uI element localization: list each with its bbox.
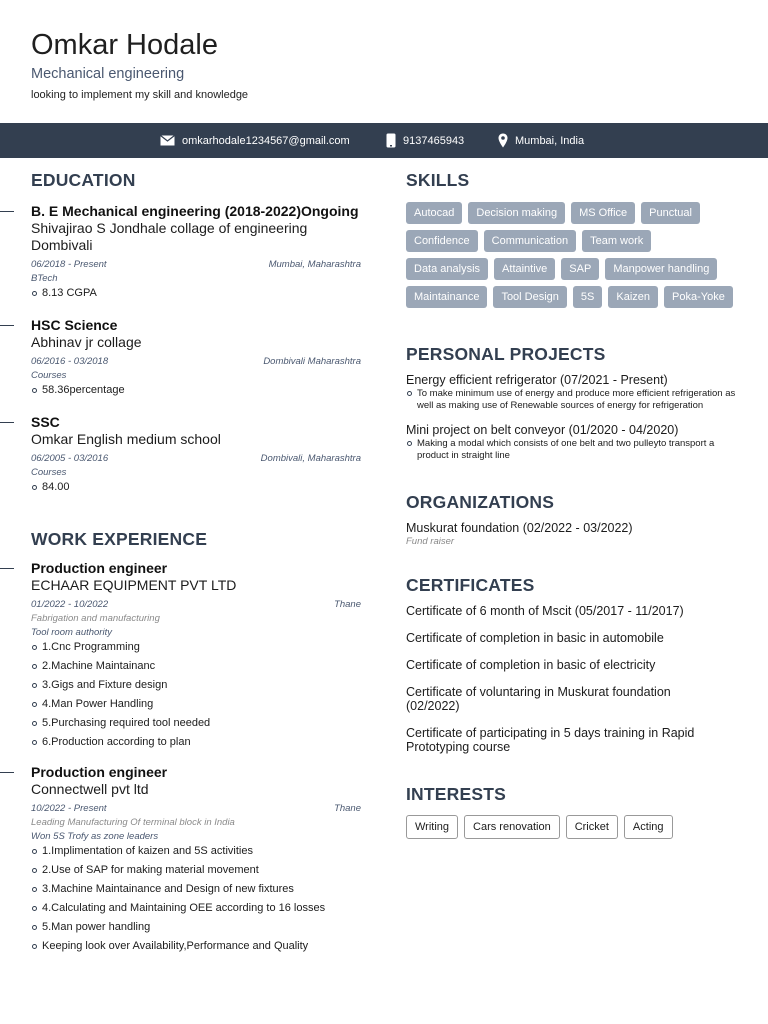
work-place: Thane	[334, 803, 361, 814]
work-duties	[31, 842, 361, 956]
education-entry	[31, 203, 361, 303]
certificates-heading: CERTIFICATES	[406, 575, 535, 595]
skill-tag: 5S	[573, 286, 602, 308]
list-item: 84.00	[31, 478, 361, 497]
list-item: 1.Implimentation of kaizen and 5S activities	[31, 842, 361, 861]
certificate-item: Certificate of completion in basic of electricity	[406, 658, 656, 672]
project-name: Mini project on belt conveyor (01/2020 - 04/2020)	[406, 423, 679, 437]
education-dates: 06/2005 - 03/2016	[31, 453, 109, 464]
education-details	[31, 284, 361, 303]
education-place: Mumbai, Maharashtra	[268, 259, 361, 270]
education-entry	[31, 317, 361, 400]
education-degree: B. E Mechanical engineering (2018-2022)Ongoing	[31, 203, 359, 219]
left-column	[31, 170, 361, 956]
candidate-title: Mechanical engineering	[31, 66, 185, 82]
work-label: Tool room authority	[31, 627, 112, 638]
skill-tag: Maintainance	[406, 286, 487, 308]
right-column	[406, 170, 746, 839]
interest-tag: Cars renovation	[464, 815, 560, 839]
candidate-summary: looking to implement my skill and knowledge	[31, 89, 249, 101]
certificate-item: Certificate of voluntaring in Muskurat foundation (02/2022)	[406, 685, 671, 713]
education-type: BTech	[31, 273, 58, 284]
contact-location	[498, 123, 584, 158]
projects-heading: PERSONAL PROJECTS	[406, 344, 606, 364]
education-dates: 06/2018 - Present	[31, 259, 107, 270]
project-entry	[406, 373, 746, 412]
education-type: Courses	[31, 467, 67, 478]
work-company: ECHAAR EQUIPMENT PVT LTD	[31, 577, 237, 593]
project-name: Energy efficient refrigerator (07/2021 - Present)	[406, 373, 668, 387]
skill-tag: Team work	[582, 230, 651, 252]
work-company: Connectwell pvt ltd	[31, 781, 149, 797]
interests-list	[406, 815, 736, 839]
education-dates: 06/2016 - 03/2018	[31, 356, 109, 367]
project-details	[406, 388, 746, 412]
education-meta	[31, 259, 361, 270]
education-school: Abhinav jr collage	[31, 334, 142, 350]
list-item: 8.13 CGPA	[31, 284, 361, 303]
skill-tag: Communication	[484, 230, 576, 252]
skill-tag: Poka-Yoke	[664, 286, 733, 308]
education-meta	[31, 356, 361, 367]
entry-marker	[0, 568, 14, 569]
skill-tag: Tool Design	[493, 286, 566, 308]
list-item: To make minimum use of energy and produce more efficient refrigeration as well as making use of Renewable sources of energy for refrigeration	[406, 388, 746, 412]
certificate-item: Certificate of 6 month of Mscit (05/2017 - 11/2017)	[406, 604, 684, 618]
education-school: Shivajirao S Jondhale collage of engineering Dombivali	[31, 220, 308, 253]
work-entry	[31, 560, 361, 752]
list-item: 3.Gigs and Fixture design	[31, 676, 361, 695]
work-dates: 01/2022 - 10/2022	[31, 599, 109, 610]
skill-tag: Data analysis	[406, 258, 488, 280]
work-role: Production engineer	[31, 764, 168, 780]
work-meta	[31, 599, 361, 610]
skills-list	[406, 202, 736, 308]
entry-marker	[0, 772, 14, 773]
work-label: Won 5S Trofy as zone leaders	[31, 831, 159, 842]
skill-tag: Confidence	[406, 230, 478, 252]
work-description: Leading Manufacturing Of terminal block in India	[31, 817, 235, 828]
list-item: 2.Machine Maintainanc	[31, 657, 361, 676]
interest-tag: Cricket	[566, 815, 618, 839]
list-item: 5.Purchasing required tool needed	[31, 714, 361, 733]
candidate-name: Omkar Hodale	[31, 29, 218, 61]
certificate-item: Certificate of participating in 5 days training in Rapid Prototyping course	[406, 726, 695, 754]
entry-marker	[0, 211, 14, 212]
organizations-heading: ORGANIZATIONS	[406, 492, 555, 512]
work-meta	[31, 803, 361, 814]
education-place: Dombivali, Maharashtra	[260, 453, 361, 464]
skill-tag: Attaintive	[494, 258, 555, 280]
work-description: Fabrigation and manufacturing	[31, 613, 160, 624]
education-meta	[31, 453, 361, 464]
skill-tag: SAP	[561, 258, 599, 280]
organization-entry	[406, 521, 746, 547]
list-item: 1.Cnc Programming	[31, 638, 361, 657]
interests-heading: INTERESTS	[406, 784, 507, 804]
entry-marker	[0, 422, 14, 423]
list-item: 3.Machine Maintainance and Design of new fixtures	[31, 880, 361, 899]
project-details	[406, 438, 746, 462]
list-item: 2.Use of SAP for making material movement	[31, 861, 361, 880]
skill-tag: Decision making	[468, 202, 565, 224]
contact-bar	[0, 123, 768, 158]
education-details	[31, 478, 361, 497]
project-entry	[406, 423, 746, 462]
work-duties	[31, 638, 361, 752]
contact-phone[interactable]	[386, 123, 464, 158]
location-pin-icon	[498, 133, 508, 148]
work-role: Production engineer	[31, 560, 168, 576]
work-heading: WORK EXPERIENCE	[31, 529, 208, 549]
skills-heading: SKILLS	[406, 170, 470, 190]
education-school: Omkar English medium school	[31, 431, 221, 447]
education-degree: HSC Science	[31, 317, 118, 333]
list-item: 58.36percentage	[31, 381, 361, 400]
skill-tag: Punctual	[641, 202, 700, 224]
list-item: 4.Man Power Handling	[31, 695, 361, 714]
education-type: Courses	[31, 370, 67, 381]
skill-tag: Kaizen	[608, 286, 658, 308]
education-heading: EDUCATION	[31, 170, 136, 190]
email-icon	[160, 135, 175, 146]
phone-text: 9137465943	[403, 134, 465, 147]
skill-tag: MS Office	[571, 202, 635, 224]
education-degree: SSC	[31, 414, 60, 430]
interest-tag: Writing	[406, 815, 458, 839]
list-item: 4.Calculating and Maintaining OEE according to 16 losses	[31, 899, 361, 918]
phone-icon	[386, 133, 396, 148]
contact-email[interactable]	[160, 123, 350, 158]
interest-tag: Acting	[624, 815, 673, 839]
list-item: 5.Man power handling	[31, 918, 361, 937]
email-text: omkarhodale1234567@gmail.com	[182, 134, 350, 147]
work-dates: 10/2022 - Present	[31, 803, 107, 814]
list-item: 6.Production according to plan	[31, 733, 361, 752]
resume-header	[31, 28, 248, 101]
work-place: Thane	[334, 599, 361, 610]
education-details	[31, 381, 361, 400]
organization-role: Fund raiser	[406, 536, 455, 547]
skill-tag: Autocad	[406, 202, 462, 224]
work-entry	[31, 764, 361, 956]
skill-tag: Manpower handling	[605, 258, 717, 280]
location-text: Mumbai, India	[515, 134, 585, 147]
certificate-item: Certificate of completion in basic in automobile	[406, 631, 664, 645]
list-item: Making a modal which consists of one belt and two pulleyto transport a product in straight line	[406, 438, 746, 462]
list-item: Keeping look over Availability,Performance and Quality	[31, 937, 361, 956]
organization-name: Muskurat foundation (02/2022 - 03/2022)	[406, 521, 633, 535]
entry-marker	[0, 325, 14, 326]
education-entry	[31, 414, 361, 497]
education-place: Dombivali Maharashtra	[263, 356, 361, 367]
